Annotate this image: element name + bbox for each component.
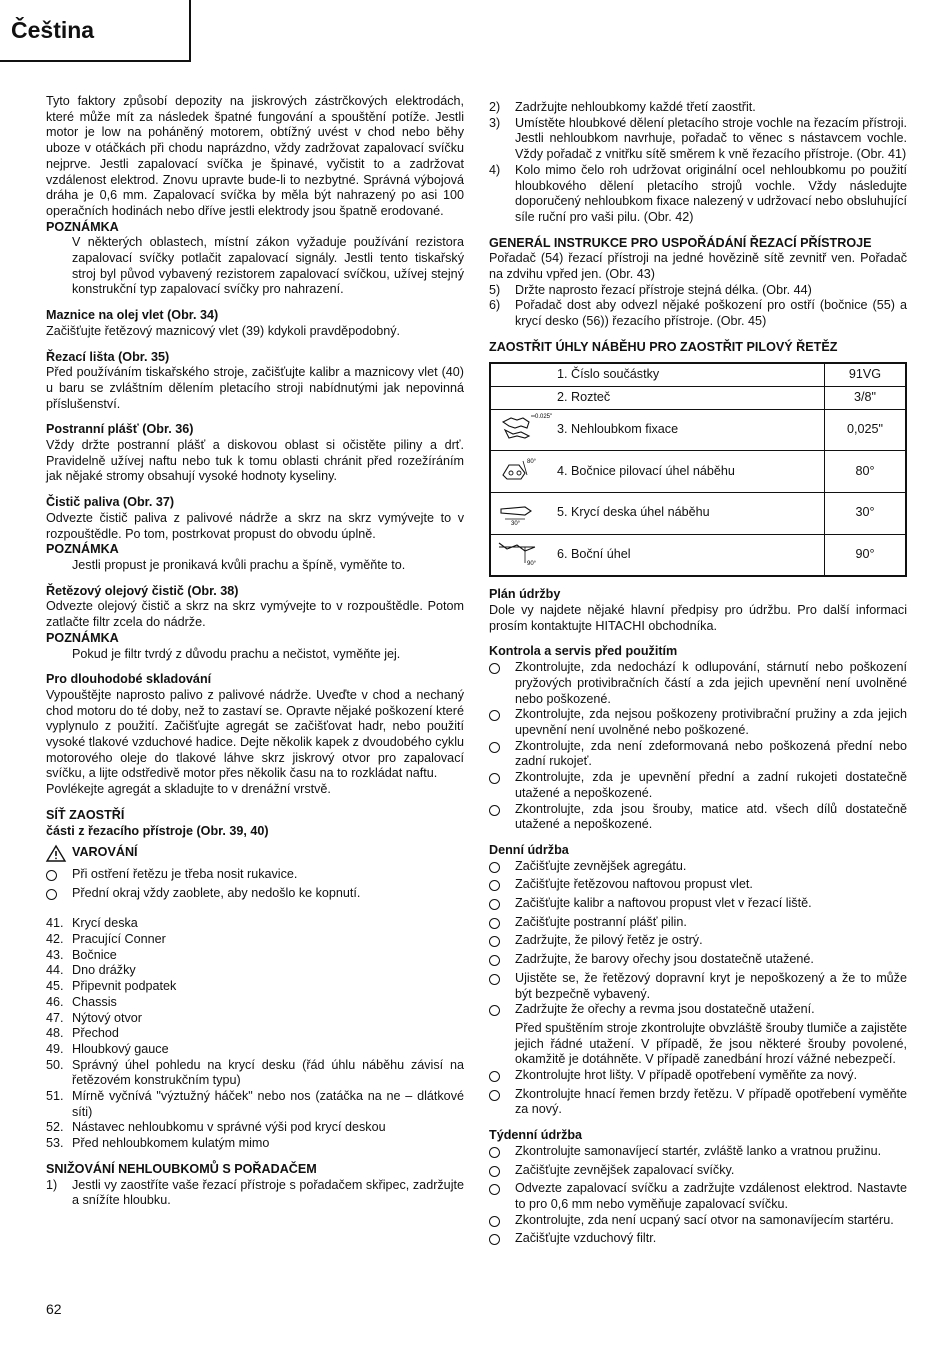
warning-heading [46, 845, 464, 867]
bullet-circle-icon [489, 710, 500, 721]
list-item: Zadržujte že ořechy a revma jsou dostatečně utažení. [489, 1002, 907, 1021]
list-item: Zkontrolujte samonavíjecí startér, zvláště lanko a vratnou pružinu. [489, 1144, 907, 1163]
list-item: 41. Krycí deska [46, 916, 138, 931]
bullet-circle-icon [489, 880, 500, 891]
table-row: 90° 6. Boční úhel 90° [490, 534, 906, 576]
bullet-circle-icon [489, 1184, 500, 1195]
language-title: Čeština [11, 17, 95, 43]
section-title: Týdenní údržba [489, 1128, 583, 1143]
top-plate-angle-icon [491, 493, 549, 529]
bullet-circle-icon [489, 955, 500, 966]
list-item: Zkontrolujte, zda nedochází k odlupování, stárnutí nebo poškození pryžových protivibračních částí a zda jejich upevnění není uvolněné nebo poškozené. [489, 660, 907, 707]
svg-text:80°: 80° [527, 459, 537, 466]
sharpening-spec-table [489, 362, 907, 578]
list-item: Ujistěte se, že řetězový dopravní kryt je nepoškozený a že to může být bezpečně vybavený. [489, 971, 907, 1002]
section-title: Denní údržba [489, 842, 569, 857]
right-column [489, 100, 907, 1250]
note-text: V některých oblastech, místní zákon vyžaduje používání rezistora zapalovací svíčky potlačit zapalovací signály. Jestli tento tiskařský stroj byl původ vybavený rezistorem zapalovací svíčkou, užívej stejný konstrukční typ zapalovací svíčky pro nahrazení. [72, 235, 464, 297]
list-item-note: Před spuštěním stroje zkontrolujte obvzláště šrouby tlumiče a zajistěte jejich řádné utažení. V případě, že jsou některé šrouby povolené, okamžitě je dotáhněte. V případě zanedbání hrozí vážné nebezpečí. [515, 1020, 907, 1067]
note-text: Jestli propust je pronikavá kvůli prachu a špíně, vyměňte to. [72, 557, 406, 572]
section-title: Řezací lišta (Obr. 35) [46, 349, 170, 364]
list-item: 42. Pracující Conner [46, 932, 166, 947]
weekly-checklist [489, 1144, 907, 1250]
list-item: 5) Držte naprosto řezací přístroje stejná délka. (Obr. 44) [489, 282, 812, 297]
list-item: Zkontrolujte hrot lišty. V případě opotřebení vyměňte za nový. [489, 1068, 907, 1087]
list-item: Zkontrolujte, zda není ucpaný sací otvor na samonavíjecím startéru. [489, 1213, 907, 1232]
list-item: 43. Bočnice [46, 947, 117, 962]
list-item: Zadržujte, že pilový řetěz je ostrý. [489, 933, 907, 952]
section-text: Odvezte čistič paliva z palivové nádrže a skrz na skrz vymývejte to v rozpouštědle. Po tom, postrkovat propust do obvodu úplně. [46, 510, 464, 541]
side-plate-angle-icon [491, 451, 549, 487]
list-item: 48. Přechod [46, 1026, 119, 1041]
bullet-circle-icon [489, 805, 500, 816]
warning-label: VAROVÁNÍ [72, 845, 138, 860]
list-item: Zadržujte, že barovy ořechy jsou dostatečně utažené. [489, 952, 907, 971]
bullet-circle-icon [489, 1005, 500, 1016]
note-text: Pokud je filtr tvrdý z důvodu prachu a nečistot, vyměňte jej. [72, 646, 401, 661]
daily-checklist [489, 859, 907, 1119]
section-title: ZAOSTŘIT ÚHLY NÁBĚHU PRO ZAOSTŘIT PILOVÝ ŘETĚZ [489, 339, 838, 354]
warning-icon [46, 845, 72, 867]
table-row: 1. Číslo součástky 91VG [490, 363, 906, 387]
bullet-circle-icon [489, 1071, 500, 1082]
pre-use-checklist [489, 660, 907, 833]
bullet-circle-icon [489, 974, 500, 985]
warning-list [46, 867, 464, 904]
bullet-circle-icon [489, 742, 500, 753]
section-title: Řetězový olejový čistič (Obr. 38) [46, 583, 239, 598]
list-item: Zkontrolujte, zda nejsou poškozeny protivibrační pružiny a zda jejich upevnění není uvolněné nebo poškozené. [489, 707, 907, 738]
list-item: Začišťujte vzduchový filtr. [489, 1231, 907, 1250]
note-label: POZNÁMKA [46, 542, 119, 557]
bullet-circle-icon [489, 1216, 500, 1227]
bullet-circle-icon [489, 1234, 500, 1245]
list-item: Zkontrolujte, zda není zdeformovaná nebo poškozená přední nebo zadní rukojeť. [489, 739, 907, 770]
list-item: 3) Umístěte hloubkové dělení pletacího stroje vochle na řezacím přístroji. Jestli nehloubkom navrhuje, pořadač to věnec s nástavcem vochle. Vždy pořadač z vnitřku sítě směrem k vně řezacího přístroje. (Obr. 41) [489, 115, 907, 162]
page-number: 62 [46, 1301, 62, 1317]
bullet-circle-icon [489, 862, 500, 873]
section-title: Postranní plášť (Obr. 36) [46, 422, 194, 437]
svg-text:0.025": 0.025" [535, 413, 553, 420]
list-item: Začišťujte postranní plášť pilin. [489, 915, 907, 934]
list-item: Přední okraj vždy zaoblete, aby nedošlo ke kopnutí. [46, 886, 464, 905]
svg-text:30°: 30° [511, 520, 521, 527]
list-item: Začišťujte zevnějšek agregátu. [489, 859, 907, 878]
section-title: SÍŤ ZAOSTŘÍ [46, 807, 125, 822]
note-label: POZNÁMKA [46, 219, 119, 234]
section-title: GENERÁL INSTRUKCE PRO USPOŘÁDÁNÍ ŘEZACÍ PŘÍSTROJE [489, 235, 872, 250]
table-row: 80° 4. Bočnice pilovací úhel náběhu 80° [490, 451, 906, 493]
bullet-circle-icon [489, 1090, 500, 1101]
list-item: Zkontrolujte, zda jsou šrouby, matice atd. všech dílů dostatečně utažené a nepoškozené. [489, 802, 907, 833]
section-title: Maznice na olej vlet (Obr. 34) [46, 308, 219, 323]
section-text: Začišťujte řetězový maznicový vlet (39) kdykoli pravděpodobný. [46, 323, 401, 338]
bullet-circle-icon [489, 936, 500, 947]
section-text: Povlékejte agregát a skladujte to v drenážní vrstvě. [46, 782, 331, 797]
note-label: POZNÁMKA [46, 630, 119, 645]
table-row: 30° 5. Krycí deska úhel náběhu 30° [490, 492, 906, 534]
table-row: 2. Rozteč 3/8" [490, 386, 906, 409]
parts-list [46, 916, 464, 1152]
list-item: 47. Nýtový otvor [46, 1010, 142, 1025]
section-subtitle: části z řezacího přístroje (Obr. 39, 40) [46, 823, 269, 838]
left-column [46, 94, 464, 1209]
bullet-circle-icon [489, 899, 500, 910]
list-item: Začišťujte zevnějšek zapalovací svíčky. [489, 1163, 907, 1182]
section-title: Plán údržby [489, 587, 561, 602]
list-item: Zkontrolujte hnací řemen brzdy řetězu. V případě opotřebení vyměňte za nový. [489, 1087, 907, 1118]
bullet-circle-icon [489, 663, 500, 674]
list-item: Začišťujte kalibr a naftovou propust vlet v řezací liště. [489, 896, 907, 915]
bullet-circle-icon [46, 889, 57, 900]
list-item: 45. Připevnit podpatek [46, 979, 177, 994]
list-item: 53. Před nehloubkomem kulatým mimo [46, 1136, 270, 1151]
depth-gauge-icon [491, 410, 553, 446]
bullet-circle-icon [489, 773, 500, 784]
section-title: Pro dlouhodobé skladování [46, 672, 212, 687]
list-item: 46. Chassis [46, 994, 117, 1009]
section-text: Pořadač (54) řezací přístroji na jedné hovězině sítě zevnitř ven. Pořadač na zdvihu vpřed jen. (Obr. 43) [489, 251, 907, 282]
list-item: Zkontrolujte, zda je upevnění přední a zadní rukojeti dostatečně utažené a nepoškozené. [489, 770, 907, 801]
section-text: Odvezte olejový čistič a skrz na skrz vymývejte to v rozpouštědle. Potom zatlačte filtr zcela do nádrže. [46, 599, 464, 630]
list-item: Odvezte zapalovací svíčku a zadržujte vzdálenost elektrod. Nastavte to pro 0,6 mm nebo vyměňuje zapalovací svíčku. [489, 1181, 907, 1212]
list-item: 6) Pořadač dost aby odvezl nějaké poškození pro ostří (bočnice (55) a krycí desko (56)) řezacího přístroje. (Obr. 45) [489, 298, 907, 329]
list-item: 2) Zadržujte nehloubkomy každé třetí zaostřit. [489, 100, 756, 114]
section-text: Před používáním tiskařského stroje, začišťujte kalibr a maznicovy vlet (40) u baru se zvláštním dělením pletacího stroji nabídnutými jak nepovinná příslušenství. [46, 365, 464, 411]
section-text: Vždy držte postranní plášť a diskovou oblast si očistěte piliny a drť. Pravidelně užívej naftu nebo tuk k tomu oblasti chránit před rozežíráním jak nějaké stromy obsahují vysoké hodnoty kyseliny. [46, 438, 464, 484]
list-item: 52. Nástavec nehloubkomu v správné výši pod krycí deskou [46, 1120, 386, 1135]
bullet-circle-icon [489, 918, 500, 929]
section-title: SNIŽOVÁNÍ NEHLOUBKOMŮ S POŘADAČEM [46, 1161, 317, 1176]
list-item: 44. Dno drážky [46, 963, 136, 978]
list-item: 4) Kolo mimo čelo roh udržovat originální ocel nehloubkomu po použití hloubkového dělení pletacího strojů vochle. Vždy následujte doporučený nehloubkom fixace nalezený v udržovací nebo obsluhující síle ruční pro vaši pilu. (Obr. 42) [489, 162, 907, 224]
svg-text:90°: 90° [527, 560, 537, 567]
list-item: 1) Jestli vy zaostříte vaše řezací přístroje s pořadačem skřipec, zadržujte a snížíte hloubku. [46, 1177, 464, 1208]
side-angle-icon [491, 535, 549, 571]
bullet-circle-icon [46, 870, 57, 881]
list-item: 50. Správný úhel pohledu na krycí desku (řád úhlu náběhu závisí na řetězovém konstrukčním typu) [46, 1057, 464, 1088]
section-text: Dole vy najdete nějaké hlavní předpisy pro údržbu. Pro další informaci prosím kontaktujte HITACHI obchodníka. [489, 603, 907, 633]
language-tab [0, 0, 191, 62]
list-item: 51. Mírně vyčnívá "výztužný háček" nebo nos (zatáčka na ne – dlátkové síti) [46, 1089, 464, 1119]
section-title: Čistič paliva (Obr. 37) [46, 495, 175, 510]
intro-paragraph: Tyto faktory způsobí depozity na jiskrových zástrčkových elektrodách, které může mít za následek špatné fungování a spouštění potíže. Jestli motor je low na poháněný motorem, obtížný uvést v chod nebo běhy uboze v otáčkách při chodu naprázdno, vždy zadržovat zapalovací svíčku nejprve. Jestli zapalovací svíčka je špinavé, vyčistit to a zadržovat vzdálenost elektrod. Znovu upravte bude-li to nezbytné. Správná výbojová dráha je 0,6 mm. Zapalovací svíčka by měla být nahrazený po asi 100 operačních hodinách nebo dříve jestli elektrody jsou špatně erodované. [46, 94, 464, 218]
section-text: Vypouštějte naprosto palivo z palivové nádrže. Uveďte v chod a nechaný chod motoru do té doby, než to zastaví se. Opravte nějaké poškození které vyplynulo z použití. Začišťujte agregát se začišťovat hadr, nebo použití vysoké tlakové vzduchové hadice. Dejte několik kapek z dvoudobého cyklu motorového oleje do tlakové láhve skrz jiskrový otvor pro zapalovací svíčku, a lijte odstředivě motor přes několik času na to rozkládat naftu. [46, 687, 464, 781]
bullet-circle-icon [489, 1147, 500, 1158]
bullet-circle-icon [489, 1166, 500, 1177]
table-row: 0.025" 3. Nehloubkom fixace 0,025" [490, 409, 906, 451]
list-item: 49. Hloubkový gauce [46, 1041, 169, 1056]
list-item: Začišťujte řetězovou naftovou propust vlet. [489, 877, 907, 896]
list-item: Při ostření řetězu je třeba nosit rukavice. [46, 867, 464, 886]
section-title: Kontrola a servis před použitím [489, 644, 678, 659]
